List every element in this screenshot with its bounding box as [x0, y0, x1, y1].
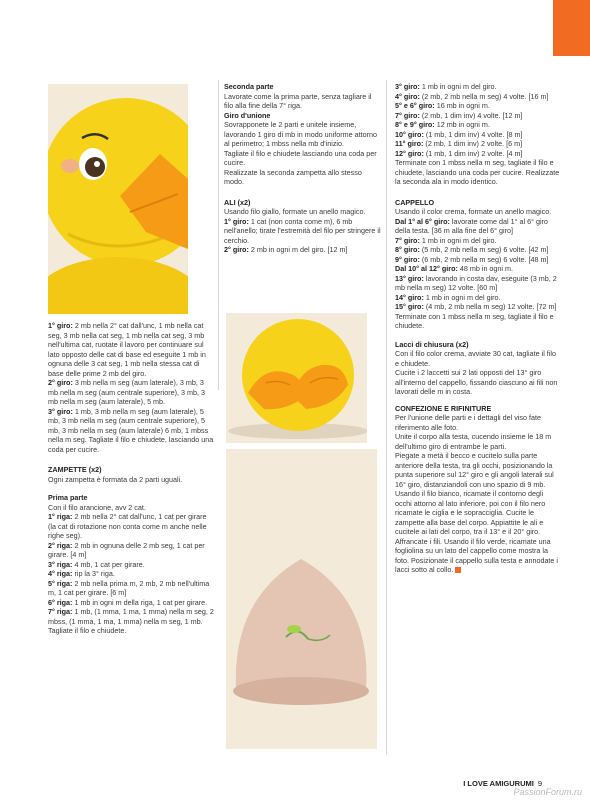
- body-paragraph: 8° giro: (5 mb, 2 mb nella m seg) 6 volte. [42 m]: [395, 245, 549, 254]
- body-paragraph: Tagliate il filo e chiudete lasciando una coda per cucire.: [224, 148, 377, 167]
- end-of-article-mark: [455, 567, 461, 573]
- body-paragraph: 4° riga: rip la 3° riga.: [48, 569, 115, 578]
- body-paragraph: 8° e 9° giro: 12 mb in ogni m.: [395, 120, 490, 129]
- hat-photo: [226, 449, 377, 749]
- column-separator-1: [218, 80, 219, 390]
- body-paragraph: 7° giro: 1 mb in ogni m del giro.: [395, 235, 497, 245]
- body-paragraph: Unite il corpo alla testa, cucendo insieme le 18 m dell'ultimo giro di entrambe le parti.: [395, 432, 552, 451]
- body-paragraph: 3° giro: 1 mb, 3 mb nella m seg (aum laterale), 5 mb, 3 mb nella m seg (aum centrale superiore), 5 mb, 3 mb nella m seg (aum laterale) 6 mb, 1 mbss nella m seg. Tagliate il filo e chiudete, lasciando una coda per cucire.: [48, 406, 214, 454]
- body-paragraph: Cucite i 2 laccetti sui 2 lati opposti del 13° giro all'interno del cappello, fissando ciascuno ai fili non lavorati delle m in costa.: [395, 368, 558, 396]
- body-paragraph: 7° riga: 1 mb, (1 mma, 1 ma, 1 mma) nella m seg, 2 mbss, (1 mma, 1 ma, 1 mma) nella m seg, 1 mb. Tagliate il filo e chiudete.: [48, 607, 214, 635]
- body-paragraph: 1° giro: 1 cat (non conta come m), 6 mb nell'anello; tirate l'estremità del filo per stringere il cerchio.: [224, 216, 381, 245]
- body-paragraph: Con il filo arancione, avv 2 cat.: [48, 502, 146, 512]
- body-paragraph: 1° riga: 2 mb nella 2° cat dall'unc, 1 cat per girare (la cat di rotazione non conta come m anche nelle righe seg).: [48, 512, 207, 540]
- body-paragraph: 15° giro: (4 mb, 2 mb nella m seg) 12 volte. [72 m]: [395, 302, 557, 311]
- body-paragraph: 4° giro: (2 mb, 2 mb nella m seg) 4 volte. [16 m]: [395, 91, 549, 101]
- spacer: [48, 454, 214, 463]
- body-paragraph: 2° giro: 3 mb nella m seg (aum laterale), 3 mb, 3 mb nella m seg (aum centrale superiore), 3 mb, 3 mb nella m seg (aum laterale), 5 mb.: [48, 378, 205, 406]
- body-paragraph: Sovrapponete le 2 parti e unitele insieme, lavorando 1 giro di mb in modo uniforme attorno al perimetro; 1 mbss nella mb d'inizio.: [224, 120, 378, 148]
- subheading: Prima parte: [48, 493, 88, 502]
- spacer: [48, 484, 214, 493]
- body-paragraph: Dal 1° al 6° giro: lavorate come dal 1° al 6° giro della testa. [36 m alla fine del 6° giro]: [395, 216, 548, 235]
- body-paragraph: 6° riga: 1 mb in ogni m della riga, 1 cat per girare.: [48, 597, 208, 607]
- spacer: [224, 187, 382, 196]
- body-paragraph: Usando filo giallo, formate un anello magico.: [224, 207, 366, 216]
- body-paragraph: 5° riga: 2 mb nella prima m, 2 mb, 2 mb nell'ultima m, 1 cat per girare. [6 m]: [48, 578, 210, 597]
- body-paragraph: 3° riga: 4 mb, 1 cat per girare.: [48, 559, 145, 569]
- body-paragraph: 5° e 6° giro: 16 mb in ogni m.: [395, 101, 490, 110]
- spacer: [395, 331, 561, 340]
- body-paragraph: 12° giro: (1 mb, 1 dim inv) 2 volte. [4 m]: [395, 148, 523, 158]
- section-heading: CONFEZIONE E RIFINITURE: [395, 403, 492, 413]
- body-paragraph: 2° giro: 2 mb in ogni m del giro. [12 m]: [224, 245, 348, 254]
- body-paragraph: 1° giro: 2 mb nella 2° cat dall'unc, 1 mb nella cat seg, 3 mb nella cat seg, 1 mb nella cat seg, 3 mb nell'ultima cat, ruotate il lavoro per continuare sul lato opposto delle cat di base ed eseguite 1 mb in ognuna delle 3 cat seg, 1 mb nella stessa cat di base delle prime 2 mb del giro.: [48, 321, 206, 378]
- body-paragraph: Ogni zampetta è formata da 2 parti uguali.: [48, 474, 183, 484]
- body-paragraph: 9° giro: (6 mb, 2 mb nella m seg) 6 volte. [48 m]: [395, 254, 549, 264]
- duck-head-illustration: [48, 84, 188, 314]
- body-paragraph: Dal 10° al 12° giro: 48 mb in ogni m.: [395, 264, 514, 273]
- orange-page-tab: [553, 0, 590, 56]
- body-paragraph: Per l'unione delle parti e i dettagli del viso fate riferimento alle foto.: [395, 413, 542, 432]
- body-paragraph: 2° riga: 2 mb in ognuna delle 2 mb seg, 1 cat per girare. [4 m]: [48, 540, 205, 559]
- column-3: [395, 82, 561, 575]
- spacer: [395, 187, 561, 196]
- section-heading: ALI (x2): [224, 197, 251, 207]
- duck-body-wings-photo: [226, 313, 367, 443]
- body-paragraph: 11° giro: (2 mb, 1 dim inv) 2 volte. [6 m]: [395, 139, 523, 148]
- magazine-name: I LOVE AMIGURUMI: [463, 779, 534, 788]
- hat-illustration: [226, 449, 377, 749]
- body-paragraph: 14° giro: 1 mb in ogni m del giro.: [395, 292, 501, 302]
- body-paragraph: Terminate con 1 mbss nella m seg, tagliate il filo e chiudete.: [395, 311, 554, 330]
- subheading: Giro d'unione: [224, 110, 271, 120]
- column-1: [48, 321, 214, 636]
- spacer: [395, 397, 561, 402]
- column-2: [224, 82, 382, 255]
- body-paragraph: Usando il color crema, formate un anello magico.: [395, 207, 552, 216]
- section-heading: CAPPELLO: [395, 197, 435, 207]
- duck-head-photo: [48, 84, 188, 314]
- section-heading: ZAMPETTE (x2): [48, 465, 102, 474]
- body-paragraph: 3° giro: 1 mb in ogni m del giro.: [395, 82, 497, 91]
- column-separator-2: [386, 80, 387, 755]
- page-number: 9: [537, 779, 542, 788]
- body-paragraph: 10° giro: (1 mb, 1 dim inv) 4 volte. [8 m]: [395, 129, 523, 139]
- subheading: Seconda parte: [224, 82, 274, 91]
- body-paragraph: 7° giro: (2 mb, 1 dim inv) 4 volte. [12 m]: [395, 110, 523, 120]
- watermark: PassionForum.ru: [513, 787, 582, 797]
- body-paragraph: 13° giro: lavorando in costa dav, eseguite (3 mb, 2 mb nella m seg) 12 volte. [60 m]: [395, 273, 557, 292]
- body-paragraph: Lavorate come la prima parte, senza tagliare il filo alla fine della 7° riga.: [224, 91, 372, 110]
- body-paragraph: Con il filo color crema, avviate 30 cat, tagliate il filo e chiudete.: [395, 349, 556, 368]
- subheading: Lacci di chiusura (x2): [395, 339, 469, 349]
- body-paragraph: Terminate con 1 mbss nella m seg, tagliate il filo e chiudete, lasciando una coda per cucire. Realizzate la seconda ala in modo identico.: [395, 158, 560, 186]
- body-wings-illustration: [226, 313, 367, 443]
- body-paragraph: Realizzate la seconda zampetta allo stesso modo.: [224, 167, 362, 186]
- body-paragraph: Piegate a metà il becco e cucitelo sulla parte anteriore della testa, tra gli occhi, posizionando la punta superiore sul 12° giro e gli angoli laterali sul 16° giro, distanziandoli con uno spazio di 9 mb. Usando il filo bianco, ricamate il contorno degli occhi attorno al lato inferiore, poi con il filo nero ricamate le ciglia e le sopracciglia. Cucite le zampette alla base del corpo. Appiattite le ali e cucitele ai lati del corpo, tra il 13° e il 20° giro. Affrancate i fili. Usando il filo verde, ricamate una fogliolina su un lato del cappello come mostra la foto. Posizionate il cappello sulla testa e annodate i lacci sotto al collo.: [395, 451, 559, 574]
